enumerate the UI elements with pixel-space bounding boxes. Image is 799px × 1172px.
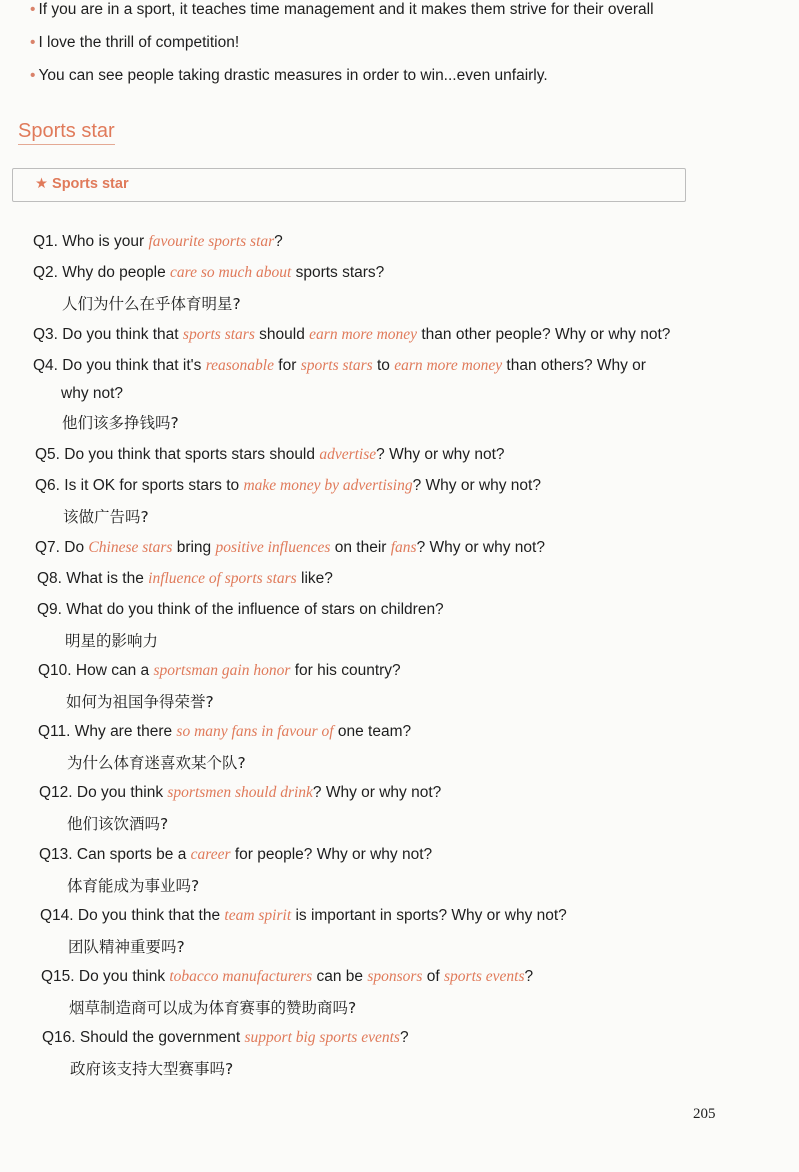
question-q7: [35, 538, 545, 558]
question-text: than others? Why or: [502, 357, 646, 374]
highlighted-phrase: career: [190, 846, 231, 863]
highlighted-phrase: support big sports events: [244, 1029, 400, 1046]
question-text: bring: [172, 539, 216, 556]
question-text: Q9. What do you think of the influence of stars on children?: [37, 601, 444, 618]
question-q13: [39, 845, 432, 865]
chinese-translation: 该做广告吗?: [63, 508, 149, 526]
question-q16: [42, 1028, 409, 1048]
question-q8: [37, 569, 333, 589]
chinese-translation: 他们该多挣钱吗?: [62, 414, 179, 432]
chinese-translation: 明星的影响力: [65, 632, 159, 650]
question-text: Q12. Do you think: [39, 784, 168, 801]
question-text: Q13. Can sports be a: [39, 846, 191, 863]
question-q3: [33, 325, 670, 345]
question-text: ?: [524, 968, 534, 985]
highlighted-phrase: so many fans in favour of: [176, 723, 334, 740]
highlighted-phrase: sponsors: [367, 968, 423, 985]
question-text: Q16. Should the government: [42, 1029, 245, 1046]
question-text: ? Why or why not?: [416, 539, 545, 556]
question-q12: [39, 783, 441, 803]
question-q9: [37, 600, 444, 620]
question-q10: [38, 661, 401, 681]
question-text: Q5. Do you think that sports stars should: [35, 446, 320, 463]
question-text: Q14. Do you think that the: [40, 907, 225, 924]
question-text: Q15. Do you think: [41, 968, 170, 985]
highlighted-phrase: sportsman gain honor: [153, 662, 291, 679]
highlighted-phrase: favourite sports star: [148, 233, 275, 250]
bullet-item: [30, 33, 770, 66]
highlighted-phrase: reasonable: [205, 357, 274, 374]
question-text: can be: [312, 968, 368, 985]
highlighted-phrase: team spirit: [224, 907, 292, 924]
question-text: ? Why or why not?: [376, 446, 505, 463]
bullet-text: I love the thrill of competition!: [38, 34, 240, 51]
bullet-item: [30, 0, 770, 33]
chinese-translation: 他们该饮酒吗?: [67, 815, 169, 833]
question-text: Q4. Do you think that it's: [33, 357, 206, 374]
highlighted-phrase: Chinese stars: [88, 539, 173, 556]
question-text: Q2. Why do people: [33, 264, 170, 281]
highlighted-phrase: sports stars: [182, 326, 255, 343]
chinese-translation: 体育能成为事业吗?: [67, 877, 200, 895]
question-q2: [33, 263, 384, 283]
question-text: Q10. How can a: [38, 662, 154, 679]
chinese-translation: 为什么体育迷喜欢某个队?: [67, 754, 246, 772]
question-text: sports stars?: [291, 264, 385, 281]
question-text: Q11. Why are there: [38, 723, 177, 740]
question-text: on their: [330, 539, 391, 556]
page-number: 205: [693, 1106, 716, 1122]
question-text: for people? Why or why not?: [230, 846, 433, 863]
question-text: ?: [399, 1029, 409, 1046]
question-text: should: [254, 326, 310, 343]
highlighted-phrase: positive influences: [215, 539, 331, 556]
question-text: for his country?: [290, 662, 401, 679]
star-icon: ★: [35, 176, 53, 192]
chinese-translation: 如何为祖国争得荣誉?: [66, 693, 214, 711]
question-text: ?: [274, 233, 283, 250]
highlighted-phrase: make money by advertising: [243, 477, 413, 494]
bullet-dot-icon: •: [30, 67, 36, 84]
question-text: is important in sports? Why or why not?: [291, 907, 567, 924]
question-text: one team?: [333, 723, 412, 740]
question-text: of: [422, 968, 444, 985]
question-q5: [35, 445, 505, 465]
highlighted-phrase: influence of sports stars: [148, 570, 297, 587]
highlighted-phrase: earn more money: [394, 357, 503, 374]
question-text: to: [372, 357, 395, 374]
question-q15: [41, 967, 533, 987]
section-title: Sports star: [18, 120, 115, 145]
question-q11: [38, 722, 411, 742]
question-continuation: why not?: [61, 385, 124, 402]
question-text: Q8. What is the: [37, 570, 149, 587]
highlighted-phrase: sports stars: [300, 357, 373, 374]
highlighted-phrase: fans: [390, 539, 417, 556]
bullet-text: If you are in a sport, it teaches time management and it makes them strive for their overall: [38, 1, 654, 18]
bullet-item: [30, 66, 770, 99]
question-q1: [33, 232, 283, 252]
bullet-text: You can see people taking drastic measures in order to win...even unfairly.: [38, 67, 548, 84]
highlighted-phrase: advertise: [319, 446, 377, 463]
topic-box-title: [35, 176, 129, 192]
question-text: ? Why or why not?: [312, 784, 442, 801]
question-text: Q3. Do you think that: [33, 326, 183, 343]
chinese-translation: 人们为什么在乎体育明星?: [62, 295, 241, 313]
highlighted-phrase: tobacco manufacturers: [169, 968, 313, 985]
topic-box-label: Sports star: [52, 176, 129, 192]
question-text: for: [274, 357, 301, 374]
highlighted-phrase: earn more money: [309, 326, 418, 343]
question-q4: [33, 356, 646, 376]
question-text: like?: [296, 570, 333, 587]
highlighted-phrase: sportsmen should drink: [167, 784, 313, 801]
question-text: than other people? Why or why not?: [417, 326, 671, 343]
question-q14: [40, 906, 567, 926]
bullet-dot-icon: •: [30, 34, 36, 51]
chinese-translation: 团队精神重要吗?: [68, 938, 185, 956]
highlighted-phrase: care so much about: [170, 264, 292, 281]
question-q6: [35, 476, 541, 496]
question-text: Q7. Do: [35, 539, 89, 556]
chinese-translation: 烟草制造商可以成为体育赛事的赞助商吗?: [69, 999, 357, 1017]
bullet-dot-icon: •: [30, 1, 36, 18]
highlighted-phrase: sports events: [444, 968, 525, 985]
topic-box: [12, 168, 686, 202]
question-text: Q1. Who is your: [33, 233, 149, 250]
chinese-translation: 政府该支持大型赛事吗?: [70, 1060, 234, 1078]
question-text: Q6. Is it OK for sports stars to: [35, 477, 244, 494]
question-text: ? Why or why not?: [412, 477, 541, 494]
bullet-list: [30, 0, 770, 99]
